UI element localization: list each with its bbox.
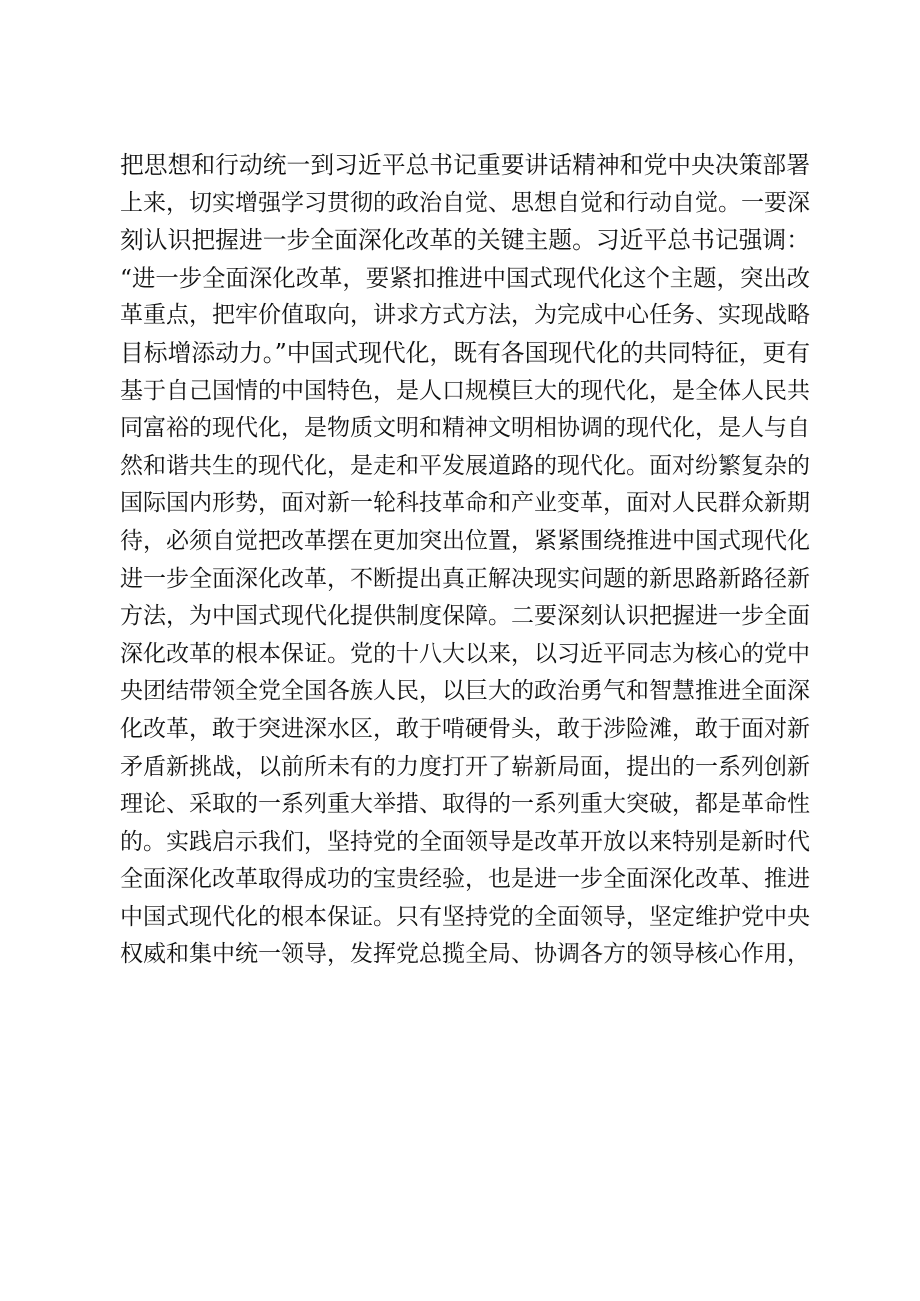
text-line-19: 的。实践启示我们，坚持党的全面领导是改革开放以来特别是新时代 — [120, 828, 810, 855]
text-line-21: 中国式现代化的根本保证。只有坚持党的全面领导，坚定维护党中央 — [120, 903, 810, 930]
text-line-15: 央团结带领全党全国各族人民，以巨大的政治勇气和智慧推进全面深 — [120, 678, 810, 705]
text-line-2: 上来，切实增强学习贯彻的政治自觉、思想自觉和行动自觉。一要深 — [120, 189, 810, 216]
body-text — [120, 147, 810, 974]
text-line-3: 刻认识把握进一步全面深化改革的关键主题。习近平总书记强调： — [120, 226, 810, 255]
text-line-18: 理论、采取的一系列重大举措、取得的一系列重大突破，都是革命性 — [120, 791, 810, 818]
text-line-4: “进一步全面深化改革，要紧扣推进中国式现代化这个主题，突出改 — [120, 263, 810, 292]
text-line-8: 同富裕的现代化，是物质文明和精神文明相协调的现代化，是人与自 — [120, 415, 810, 442]
text-line-13: 方法，为中国式现代化提供制度保障。二要深刻认识把握进一步全面 — [120, 603, 810, 630]
text-line-9: 然和谐共生的现代化，是走和平发展道路的现代化。面对纷繁复杂的 — [120, 452, 810, 479]
text-line-11: 待，必须自觉把改革摆在更加突出位置，紧紧围绕推进中国式现代化 — [120, 527, 810, 554]
text-line-5: 革重点，把牢价值取向，讲求方式方法，为完成中心任务、实现战略 — [120, 302, 810, 329]
text-line-10: 国际国内形势，面对新一轮科技革命和产业变革，面对人民群众新期 — [120, 490, 810, 517]
text-line-20: 全面深化改革取得成功的宝贵经验，也是进一步全面深化改革、推进 — [120, 866, 810, 893]
text-line-14: 深化改革的根本保证。党的十八大以来，以习近平同志为核心的党中 — [120, 640, 810, 667]
text-line-7: 基于自己国情的中国特色，是人口规模巨大的现代化，是全体人民共 — [120, 377, 810, 404]
text-line-6: 目标增添动力。”中国式现代化，既有各国现代化的共同特征，更有 — [120, 338, 810, 367]
text-line-1: 把思想和行动统一到习近平总书记重要讲话精神和党中央决策部署 — [120, 151, 810, 179]
text-line-17: 矛盾新挑战，以前所未有的力度打开了崭新局面，提出的一系列创新 — [120, 753, 810, 780]
text-line-22: 权威和集中统一领导，发挥党总揽全局、协调各方的领导核心作用， — [120, 941, 810, 968]
text-line-12: 进一步全面深化改革，不断提出真正解决现实问题的新思路新路径新 — [120, 565, 810, 592]
text-line-16: 化改革，敢于突进深水区，敢于啃硬骨头，敢于涉险滩，敢于面对新 — [120, 715, 810, 742]
